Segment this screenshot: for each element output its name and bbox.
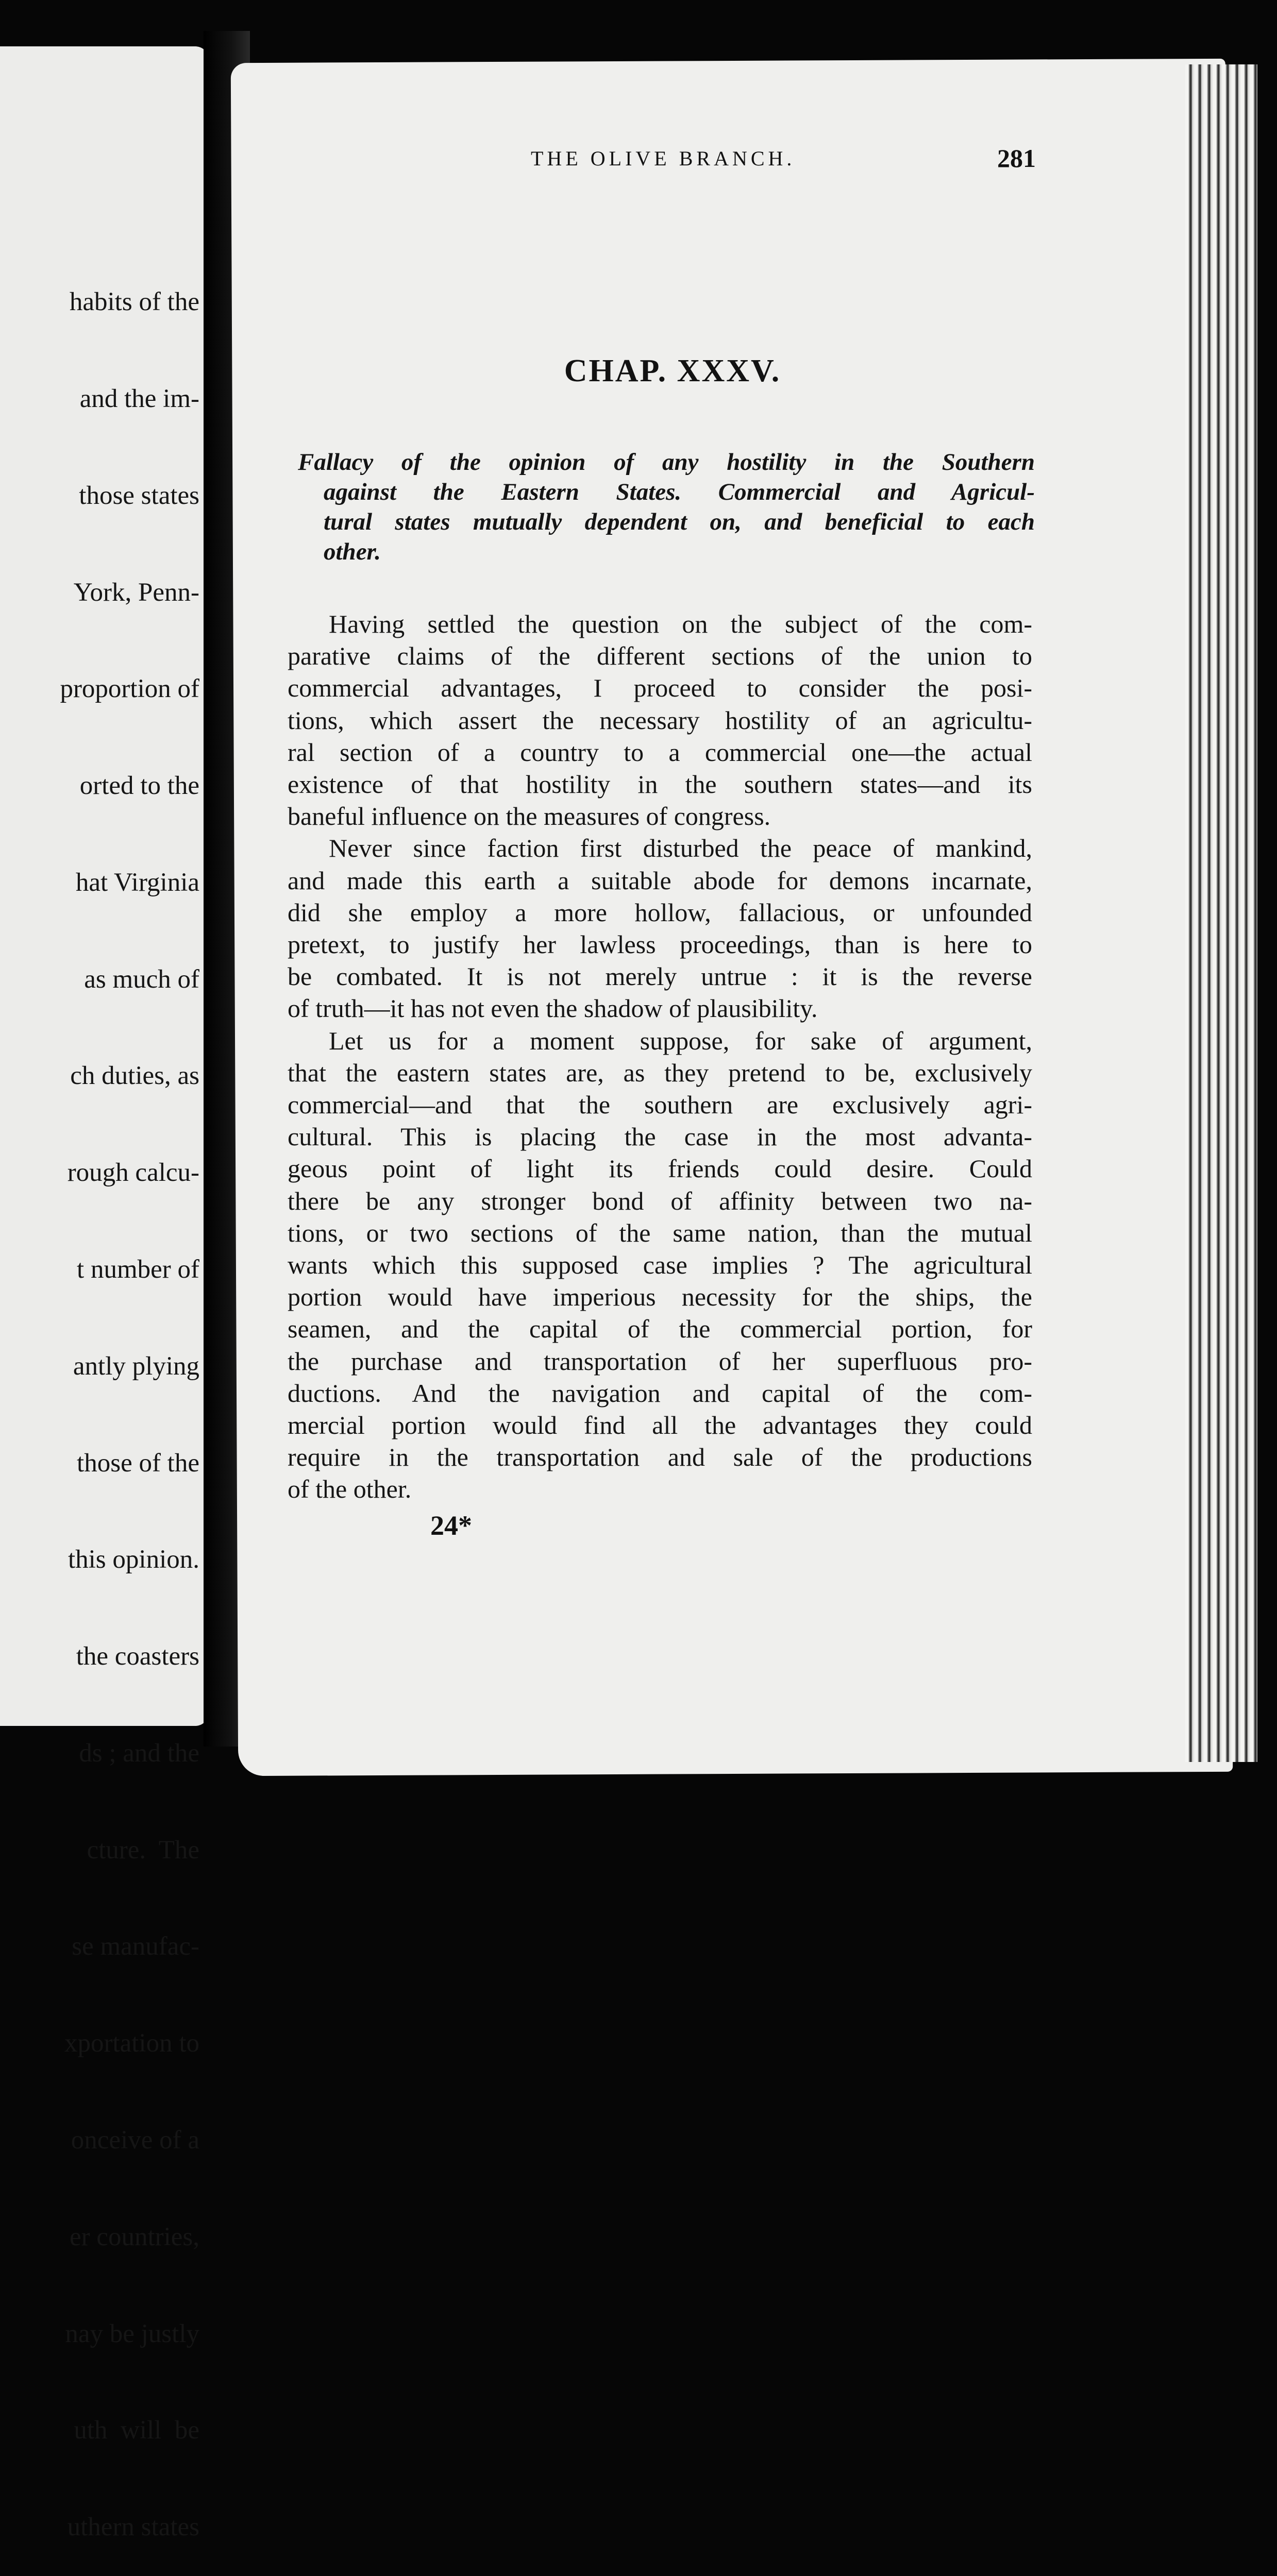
text-line: geous point of light its friends could desire. Could [288, 1154, 1032, 1183]
body-text [288, 608, 1032, 1505]
left-line: ch duties, as [70, 1061, 199, 1091]
left-line: York, Penn- [73, 578, 199, 607]
left-line: onceive of a [71, 2126, 199, 2155]
left-line: this opinion. [68, 1545, 199, 1574]
text-line: of the other. [288, 1475, 412, 1504]
left-line: uthern states [67, 2513, 199, 2542]
left-line: t number of [77, 1255, 199, 1284]
left-line: hat Virginia [75, 868, 199, 897]
text-line: Let us for a moment suppose, for sake of argument, [329, 1026, 1032, 1055]
text-line: baneful influence on the measures of congress. [288, 802, 771, 831]
left-line: and the im- [79, 384, 199, 413]
left-line: those of the [77, 1448, 199, 1478]
left-line: se manufac- [72, 1932, 199, 1961]
left-line: xportation to [64, 2029, 199, 2058]
text-line: parative claims of the different sections of the union to [288, 641, 1032, 671]
left-line: those states [79, 481, 199, 510]
page-edges [1185, 64, 1257, 1762]
text-line: pretext, to justify her lawless proceedings, than is here to [288, 930, 1032, 959]
chapter-title: CHAP. XXXV. [564, 353, 781, 388]
left-line: habits of the [69, 287, 199, 317]
text-line: ductions. And the navigation and capital of the com- [288, 1378, 1032, 1408]
text-line: commercial—and that the southern are exclusively agri- [288, 1090, 1032, 1120]
running-head: THE OLIVE BRANCH. [531, 147, 796, 170]
text-line: Never since faction first disturbed the peace of mankind, [329, 834, 1032, 863]
text-line: the purchase and transportation of her superfluous pro- [288, 1346, 1032, 1376]
signature-mark: 24* [430, 1510, 472, 1541]
paragraph [288, 608, 1032, 832]
text-line: seamen, and the capital of the commercial portion, for [288, 1314, 1032, 1344]
text-line: mercial portion would find all the advantages they could [288, 1411, 1032, 1440]
left-line: proportion of [60, 674, 199, 704]
text-line: tions, which assert the necessary hostility of an agricultu- [288, 705, 1032, 735]
paragraph [288, 1025, 1032, 1505]
page-header [309, 143, 1036, 179]
left-line: uth will be [74, 2416, 199, 2445]
summary-line: against the Eastern States. Commercial and Agricul- [324, 479, 1035, 505]
text-line: tions, or two sections of the same nation, than the mutual [288, 1218, 1032, 1247]
page-number: 281 [997, 144, 1036, 173]
text-line: be combated. It is not merely untrue : it is the reverse [288, 962, 1032, 991]
summary-line: Fallacy of the opinion of any hostility in the Southern [298, 449, 1035, 476]
text-line: wants which this supposed case implies ? The agricultural [288, 1250, 1032, 1280]
text-line: that the eastern states are, as they pretend to be, exclusively [288, 1058, 1032, 1087]
left-line: as much of [84, 964, 199, 994]
text-line: cultural. This is placing the case in the most advanta- [288, 1122, 1032, 1151]
text-line: portion would have imperious necessity for the ships, the [288, 1282, 1032, 1312]
paragraph [288, 832, 1032, 1024]
text-line: Having settled the question on the subject of the com- [329, 609, 1032, 638]
left-line: nay be justly [65, 2319, 199, 2348]
left-line: orted to the [79, 771, 199, 801]
left-line: antly plying [73, 1351, 199, 1381]
text-line: require in the transportation and sale of the productions [288, 1443, 1032, 1472]
left-line: ds ; and the [79, 1738, 199, 1768]
chapter-summary [298, 447, 1035, 567]
text-line: and made this earth a suitable abode for demons incarnate, [288, 866, 1032, 895]
text-line: of truth—it has not even the shadow of plausibility. [288, 994, 818, 1023]
text-line: did she employ a more hollow, fallacious, or unfounded [288, 897, 1032, 927]
text-line: existence of that hostility in the southern states—and its [288, 770, 1032, 799]
left-page [0, 46, 209, 2542]
summary-line: other. [324, 538, 381, 565]
left-line: rough calcu- [67, 1158, 199, 1188]
left-line: er countries, [69, 2222, 199, 2251]
left-line: cture. The [87, 1835, 199, 1865]
text-line: there be any stronger bond of affinity between two na- [288, 1186, 1032, 1215]
text-line: ral section of a country to a commercial one—the actual [288, 737, 1032, 767]
left-line: the coasters [76, 1642, 199, 1671]
left-page-text [60, 222, 199, 2576]
text-line: commercial advantages, I proceed to consider the posi- [288, 673, 1032, 703]
summary-line: tural states mutually dependent on, and beneficial to each [324, 509, 1035, 535]
